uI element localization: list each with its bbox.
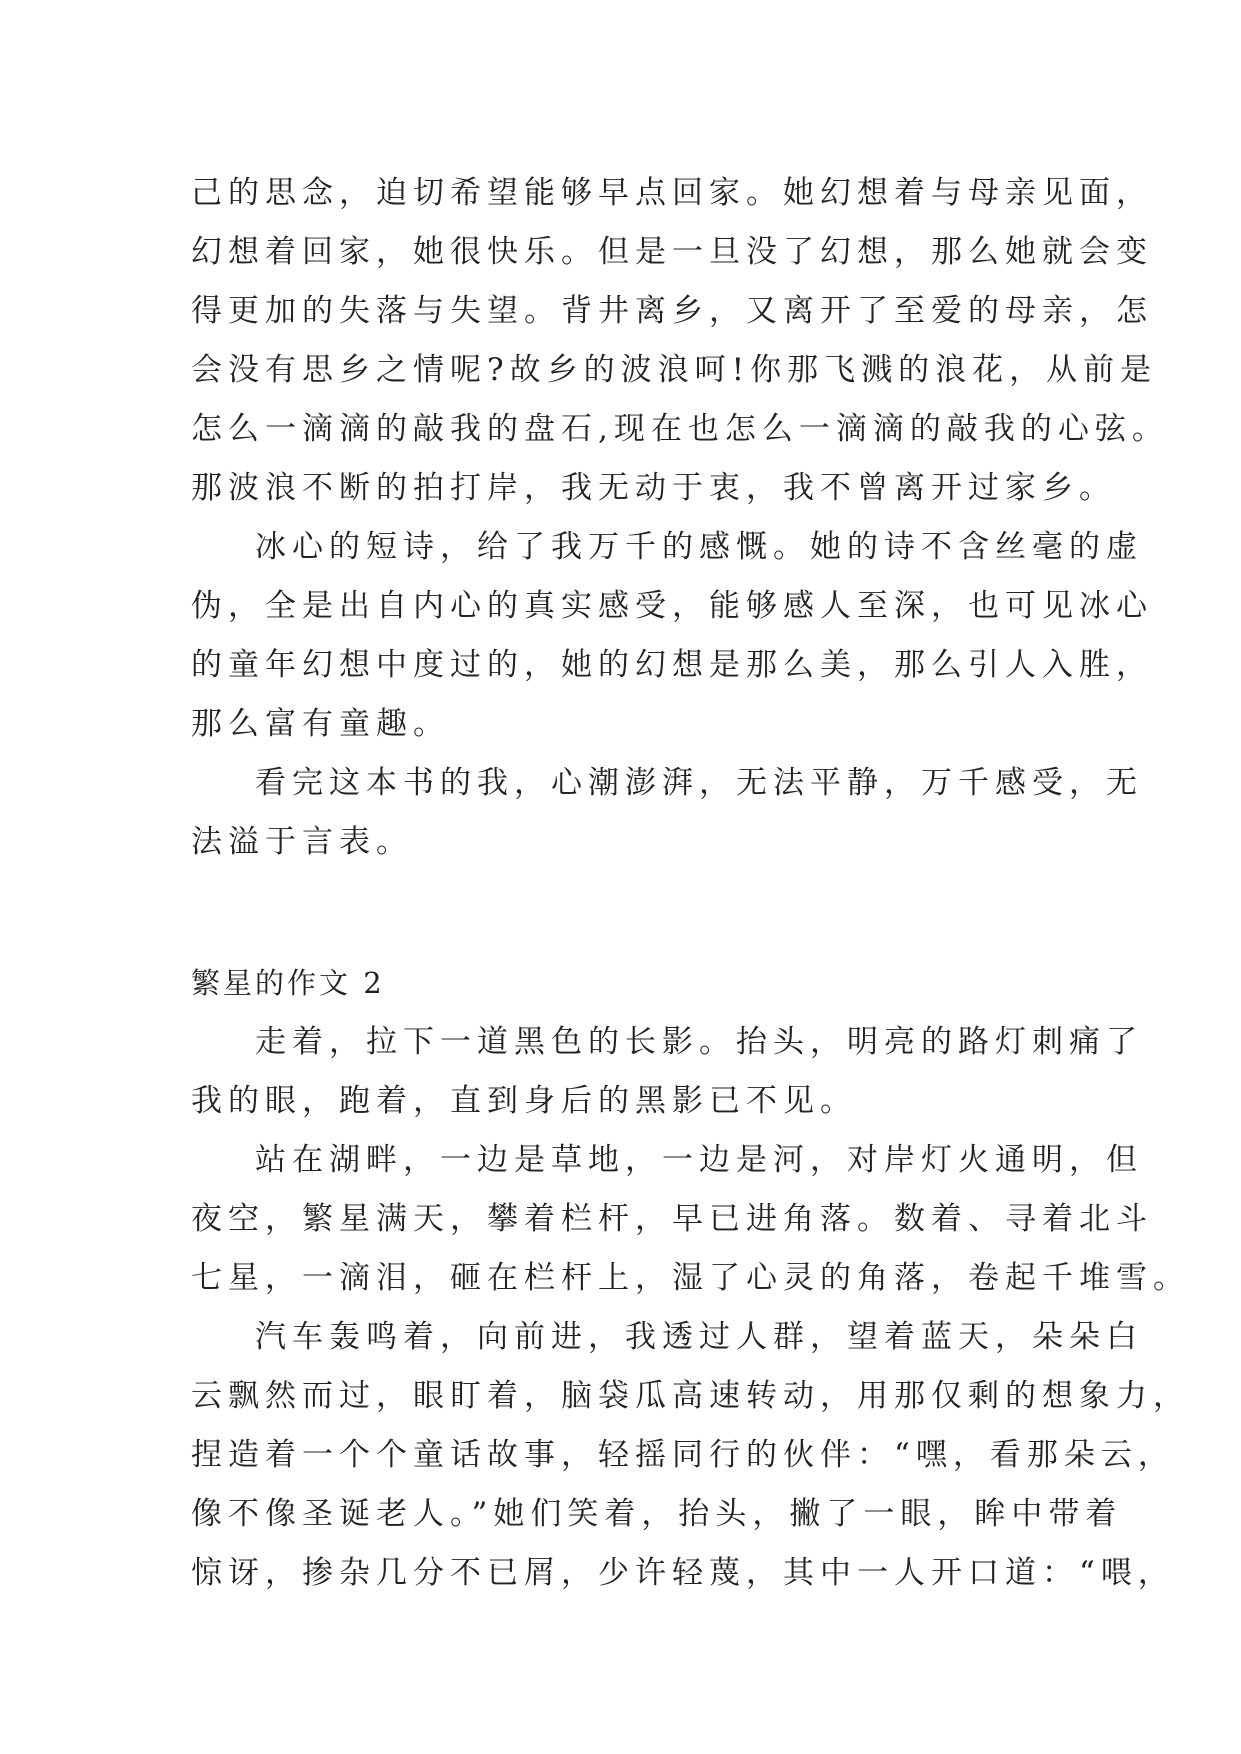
text-line: 七星，一滴泪，砸在栏杆上，湿了心灵的角落，卷起千堆雪。 [191, 1260, 1190, 1296]
text-line: 惊讶，掺杂几分不已屑，少许轻蔑，其中一人开口道：“喂， [191, 1555, 1175, 1591]
paragraph [191, 1013, 1143, 1131]
text-line: 那么富有童趣。 [191, 706, 450, 742]
paragraph [191, 164, 1169, 518]
text-line: 汽车轰鸣着，向前进，我透过人群，望着蓝天，朵朵白 [255, 1319, 1143, 1355]
text-line: 像不像圣诞老人。”她们笑着，抬头，撇了一眼，眸中带着 [191, 1496, 1123, 1532]
document-body [191, 164, 1190, 1603]
text-line: 走着，拉下一道黑色的长影。抬头，明亮的路灯刺痛了 [255, 1024, 1143, 1060]
text-line: 己的思念，迫切希望能够早点回家。她幻想着与母亲见面， [191, 175, 1153, 211]
paragraph [191, 754, 1143, 872]
text-line: 那波浪不断的拍打岸，我无动于衷，我不曾离开过家乡。 [191, 470, 1116, 506]
text-line: 捏造着一个个童话故事，轻摇同行的伙伴：“嘿，看那朵云， [191, 1437, 1175, 1473]
section-title: 繁星的作文 2 [191, 966, 385, 1000]
text-line: 幻想着回家，她很快乐。但是一旦没了幻想，那么她就会变 [191, 234, 1153, 270]
text-line: 法溢于言表。 [191, 824, 413, 860]
text-line: 站在湖畔，一边是草地，一边是河，对岸灯火通明，但 [255, 1142, 1143, 1178]
paragraph [191, 1131, 1190, 1308]
text-line: 云飘然而过，眼盯着，脑袋瓜高速转动，用那仅剩的想象力， [191, 1378, 1190, 1414]
text-line: 得更加的失落与失望。背井离乡，又离开了至爱的母亲，怎 [191, 293, 1153, 329]
text-line: 夜空，繁星满天，攀着栏杆，早已进角落。数着、寻着北斗 [191, 1201, 1153, 1237]
paragraph [191, 1308, 1190, 1603]
text-line: 我的眼，跑着，直到身后的黑影已不见。 [191, 1083, 857, 1119]
section-spacer [191, 872, 1071, 954]
text-line: 冰心的短诗，给了我万千的感慨。她的诗不含丝毫的虚 [255, 529, 1143, 565]
text-line: 伪，全是出自内心的真实感受，能够感人至深，也可见冰心 [191, 588, 1153, 624]
text-line: 会没有思乡之情呢?故乡的波浪呵!你那飞溅的浪花，从前是 [191, 352, 1158, 388]
text-line: 怎么一滴滴的敲我的盘石,现在也怎么一滴滴的敲我的心弦。 [191, 411, 1169, 447]
text-line: 的童年幻想中度过的，她的幻想是那么美，那么引人入胜， [191, 647, 1153, 683]
text-line: 看完这本书的我，心潮澎湃，无法平静，万千感受，无 [255, 765, 1143, 801]
paragraph [191, 518, 1153, 754]
